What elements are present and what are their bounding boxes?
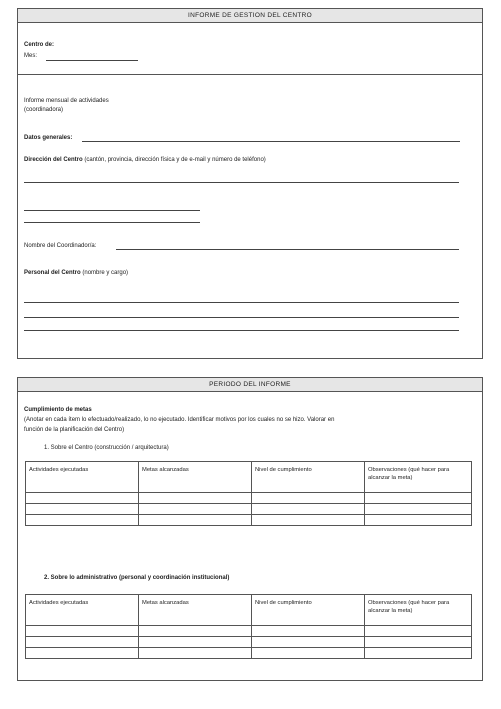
col-metas-header: Metas alcanzadas [139,595,252,626]
direccion-field-line-2[interactable] [24,210,200,211]
table-cell[interactable] [26,637,139,648]
table-row [26,515,472,526]
personal-row [24,269,128,277]
table-cell[interactable] [139,637,252,648]
table-2-header-row [26,595,472,626]
gestion-header: INFORME DE GESTION DEL CENTRO [18,9,482,23]
table-cell[interactable] [252,637,365,648]
table-cell[interactable] [139,648,252,659]
table-cell[interactable] [365,648,472,659]
table-2 [25,594,472,659]
direccion-field-line-3[interactable] [24,222,200,223]
mes-field-line[interactable] [46,60,138,61]
table-row [26,637,472,648]
table-1-header-row [26,462,472,493]
table-row [26,626,472,637]
direccion-hint: (cantón, provincia, dirección física y de e-mail y número de teléfono) [84,157,266,163]
informe-label: Informe mensual de actividades [24,98,109,104]
table-cell[interactable] [252,626,365,637]
table-row [26,648,472,659]
item-1-heading: 1. Sobre el Centro (construcción / arquitectura) [44,445,169,451]
periodo-section [17,377,483,681]
direccion-row [24,156,266,164]
centro-label: Centro de: [24,42,54,48]
table-cell[interactable] [26,648,139,659]
direccion-label: Dirección del Centro [24,157,83,163]
table-cell[interactable] [139,626,252,637]
nombre-field-line[interactable] [116,249,459,250]
table-cell[interactable] [252,648,365,659]
col-observaciones-header: Observaciones (qué hacer para alcanzar la meta) [365,462,472,493]
item-2-heading: 2. Sobre lo administrativo (personal y coordinación institucional) [44,575,230,581]
datos-field-line[interactable] [82,141,460,142]
table-cell[interactable] [26,515,139,526]
personal-field-line-2[interactable] [24,317,459,318]
table-cell[interactable] [365,626,472,637]
direccion-field-line-1[interactable] [24,182,459,183]
col-nivel-header: Nivel de cumplimiento [252,462,365,493]
personal-field-line-1[interactable] [24,302,459,303]
col-actividades-header: Actividades ejecutadas [26,462,139,493]
nombre-label: Nombre del Coordinador/a: [24,243,97,249]
cumplimiento-label: Cumplimiento de metas [24,407,92,413]
personal-field-line-3[interactable] [24,330,459,331]
col-observaciones-header: Observaciones (qué hacer para alcanzar la meta) [365,595,472,626]
table-cell[interactable] [26,504,139,515]
table-cell[interactable] [139,493,252,504]
instruction-line-2: función de la planificación del Centro) [24,427,125,433]
table-cell[interactable] [365,504,472,515]
table-cell[interactable] [365,493,472,504]
table-cell[interactable] [26,626,139,637]
table-row [26,493,472,504]
table-row [26,504,472,515]
col-metas-header: Metas alcanzadas [139,462,252,493]
informe-sublabel: (coordinadora) [24,107,64,113]
periodo-header: PERIODO DEL INFORME [18,378,482,392]
table-1 [25,461,472,526]
table-cell[interactable] [139,515,252,526]
table-cell[interactable] [252,504,365,515]
table-cell[interactable] [252,515,365,526]
table-cell[interactable] [26,493,139,504]
mes-label: Mes: [24,53,38,59]
table-cell[interactable] [365,515,472,526]
table-cell[interactable] [252,493,365,504]
datos-label: Datos generales: [24,135,73,141]
table-cell[interactable] [365,637,472,648]
instruction-line-1: (Anotar en cada ítem lo efectuado/realizado, lo no ejecutado. Identificar motivos por los cuales no se hizo. Valorar en [24,417,335,423]
col-nivel-header: Nivel de cumplimiento [252,595,365,626]
section-divider [18,74,482,75]
col-actividades-header: Actividades ejecutadas [26,595,139,626]
gestion-section [17,8,483,359]
personal-label: Personal del Centro [24,270,81,276]
table-cell[interactable] [139,504,252,515]
personal-hint: (nombre y cargo) [82,270,129,276]
